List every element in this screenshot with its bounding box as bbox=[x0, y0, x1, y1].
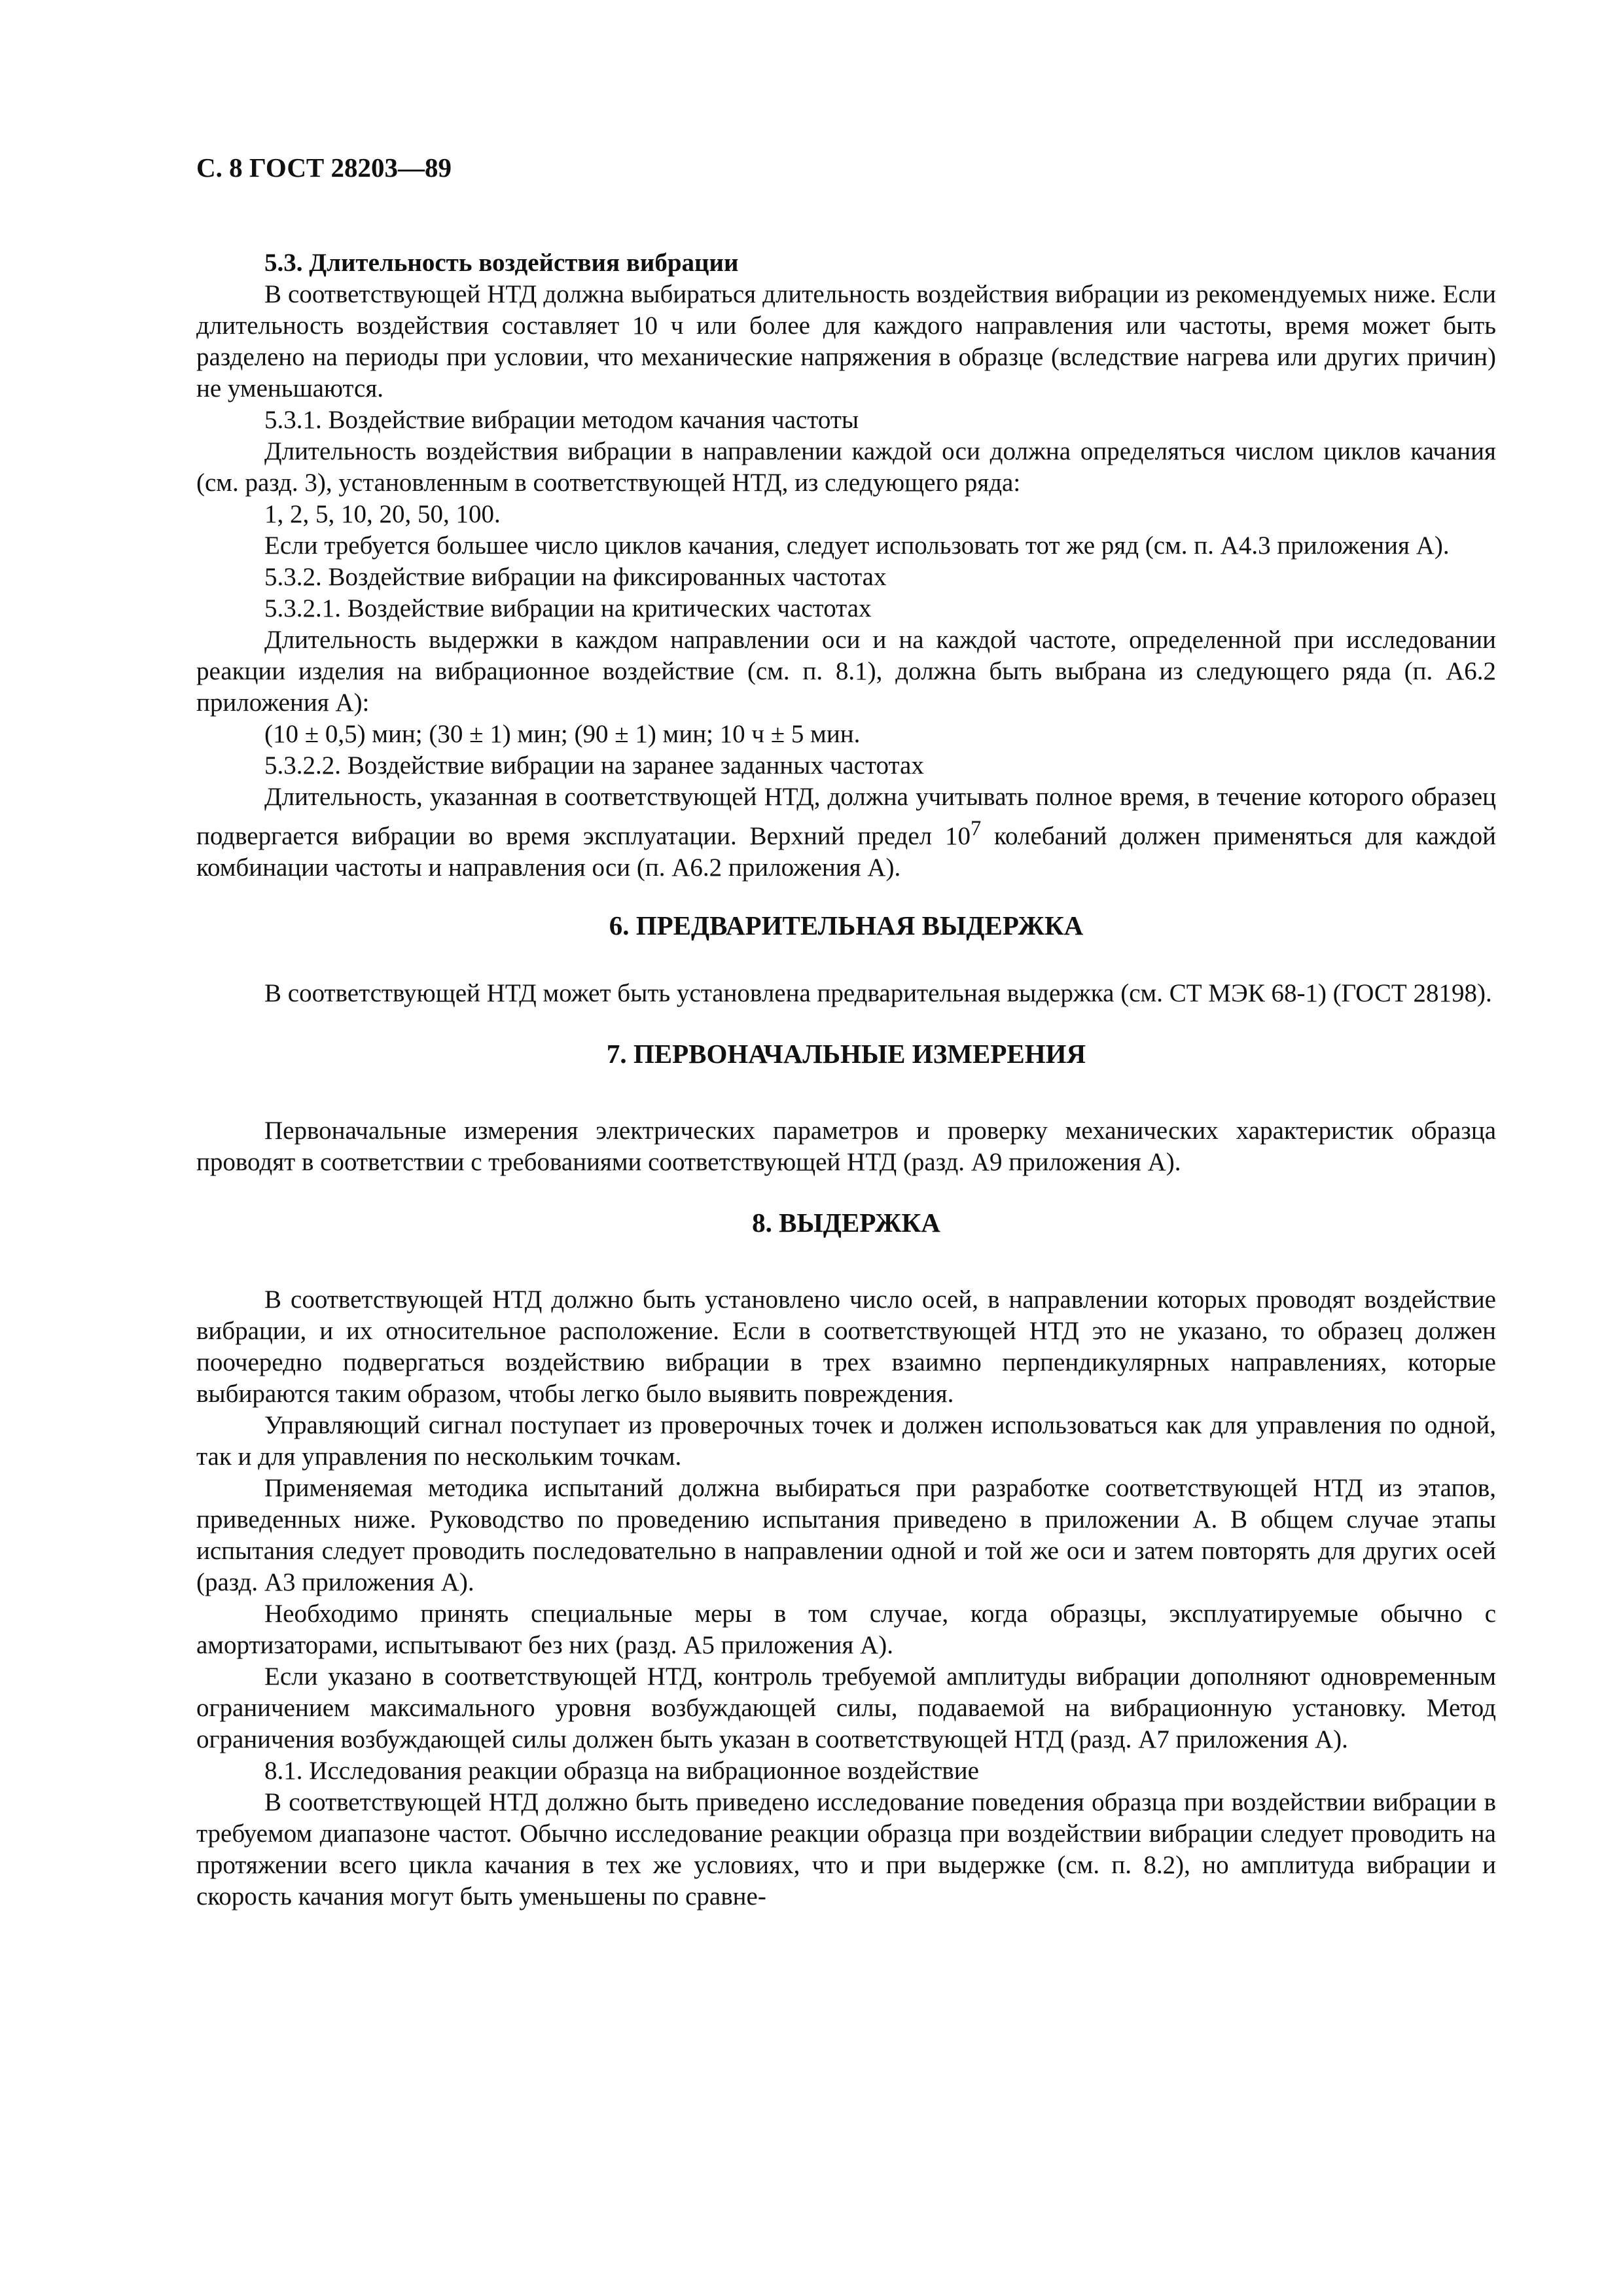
paragraph-5-3-intro: В соответствующей НТД должна выбираться длительность воздействия вибрации из рекомендуемых ниже. Если длительность воздействия составляет 10 ч или более для каждого направления или частоты, время может быть разделено на периоды при условии, что механические напряжения в образце (вследствие нагрева или других причин) не уменьшаются. bbox=[196, 280, 1496, 403]
paragraph-8-force-limit: Если указано в соответствующей НТД, контроль требуемой амплитуды вибрации дополняют одновременным ограничением максимального уровня возбуждающей силы, подаваемой на вибрационную установку. Метод ограничения возбуждающей силы должен быть указан в соответствующей НТД (разд. А7 приложения А). bbox=[196, 1662, 1496, 1753]
paragraph-5-3-2-2-text-a: Длительность, указанная в соответствующей НТД, должна учитывать полное время, в течение которого образец подвергается вибрации во время эксплуатации. Верхний предел 10 bbox=[196, 783, 1496, 850]
paragraph-5-3-2-2 bbox=[196, 781, 1496, 884]
heading-5-3-2: 5.3.2. Воздействие вибрации на фиксированных частотах bbox=[264, 563, 887, 591]
paragraph-7: Первоначальные измерения электрических параметров и проверку механических характеристик образца проводят в соответствии с требованиями соответствующей НТД (разд. А9 приложения А). bbox=[196, 1117, 1496, 1176]
heading-5-3-1: 5.3.1. Воздействие вибрации методом качания частоты bbox=[264, 406, 859, 434]
exponent-superscript: 7 bbox=[970, 817, 982, 840]
heading-5-3: 5.3. Длительность воздействия вибрации bbox=[264, 249, 739, 277]
sweep-cycles-series: 1, 2, 5, 10, 20, 50, 100. bbox=[264, 500, 501, 528]
heading-5-3-2-2: 5.3.2.2. Воздействие вибрации на заранее заданных частотах bbox=[264, 751, 924, 780]
paragraph-8-isolators: Необходимо принять специальные меры в том случае, когда образцы, эксплуатируемые обычно с амортизаторами, испытывают без них (разд. А5 приложения А). bbox=[196, 1600, 1496, 1659]
heading-8-1: 8.1. Исследования реакции образца на вибрационное воздействие bbox=[264, 1757, 979, 1785]
paragraph-8-control-signal: Управляющий сигнал поступает из проверочных точек и должен использоваться как для управления по одной, так и для управления по нескольким точкам. bbox=[196, 1411, 1496, 1471]
heading-section-7: 7. ПЕРВОНАЧАЛЬНЫЕ ИЗМЕРЕНИЯ bbox=[606, 1039, 1086, 1069]
paragraph-5-3-2-2-text-b: колебаний должен применяться для каждой комбинации частоты и направления оси (п. А6.2 приложения А). bbox=[196, 822, 1496, 882]
heading-section-6: 6. ПРЕДВАРИТЕЛЬНАЯ ВЫДЕРЖКА bbox=[609, 910, 1084, 941]
paragraph-8-1: В соответствующей НТД должно быть приведено исследование поведения образца при воздействии вибрации в требуемом диапазоне частот. Обычно исследование реакции образца при воздействии вибрации следует проводить на протяжении всего цикла качания в тех же условиях, что и при выдержке (см. п. 8.2), но амплитуда вибрации и скорость качания могут быть уменьшены по сравне- bbox=[196, 1788, 1496, 1910]
heading-section-8: 8. ВЫДЕРЖКА bbox=[752, 1208, 940, 1238]
heading-5-3-2-1: 5.3.2.1. Воздействие вибрации на критических частотах bbox=[264, 594, 872, 622]
paragraph-5-3-1-more: Если требуется большее число циклов качания, следует использовать тот же ряд (см. п. А4.3 приложения А). bbox=[264, 531, 1450, 560]
running-head: С. 8 ГОСТ 28203—89 bbox=[196, 152, 452, 183]
dwell-durations-series: (10 ± 0,5) мин; (30 ± 1) мин; (90 ± 1) мин; 10 ч ± 5 мин. bbox=[264, 720, 861, 748]
paragraph-5-3-2-1: Длительность выдержки в каждом направлении оси и на каждой частоте, определенной при исследовании реакции изделия на вибрационное воздействие (см. п. 8.1), должна быть выбрана из следующего ряда (п. А6.2 приложения А): bbox=[196, 626, 1496, 717]
paragraph-8-axes: В соответствующей НТД должно быть установлено число осей, в направлении которых проводят воздействие вибрации, и их относительное расположение. Если в соответствующей НТД это не указано, то образец должен поочередно подвергаться воздействию вибрации в трех взаимно перпендикулярных направлениях, которые выбираются таким образом, чтобы легко было выявить повреждения. bbox=[196, 1285, 1496, 1408]
document-page bbox=[196, 152, 1496, 1912]
paragraph-6: В соответствующей НТД может быть установлена предварительная выдержка (см. СТ МЭК 68-1) (ГОСТ 28198). bbox=[264, 979, 1492, 1007]
paragraph-8-procedure: Применяемая методика испытаний должна выбираться при разработке соответствующей НТД из этапов, приведенных ниже. Руководство по проведению испытания приведено в приложении А. В общем случае этапы испытания следует проводить последовательно в направлении одной и той же оси и затем повторять для других осей (разд. А3 приложения А). bbox=[196, 1474, 1496, 1596]
paragraph-5-3-1: Длительность воздействия вибрации в направлении каждой оси должна определяться числом циклов качания (см. разд. 3), установленным в соответствующей НТД, из следующего ряда: bbox=[196, 437, 1496, 497]
